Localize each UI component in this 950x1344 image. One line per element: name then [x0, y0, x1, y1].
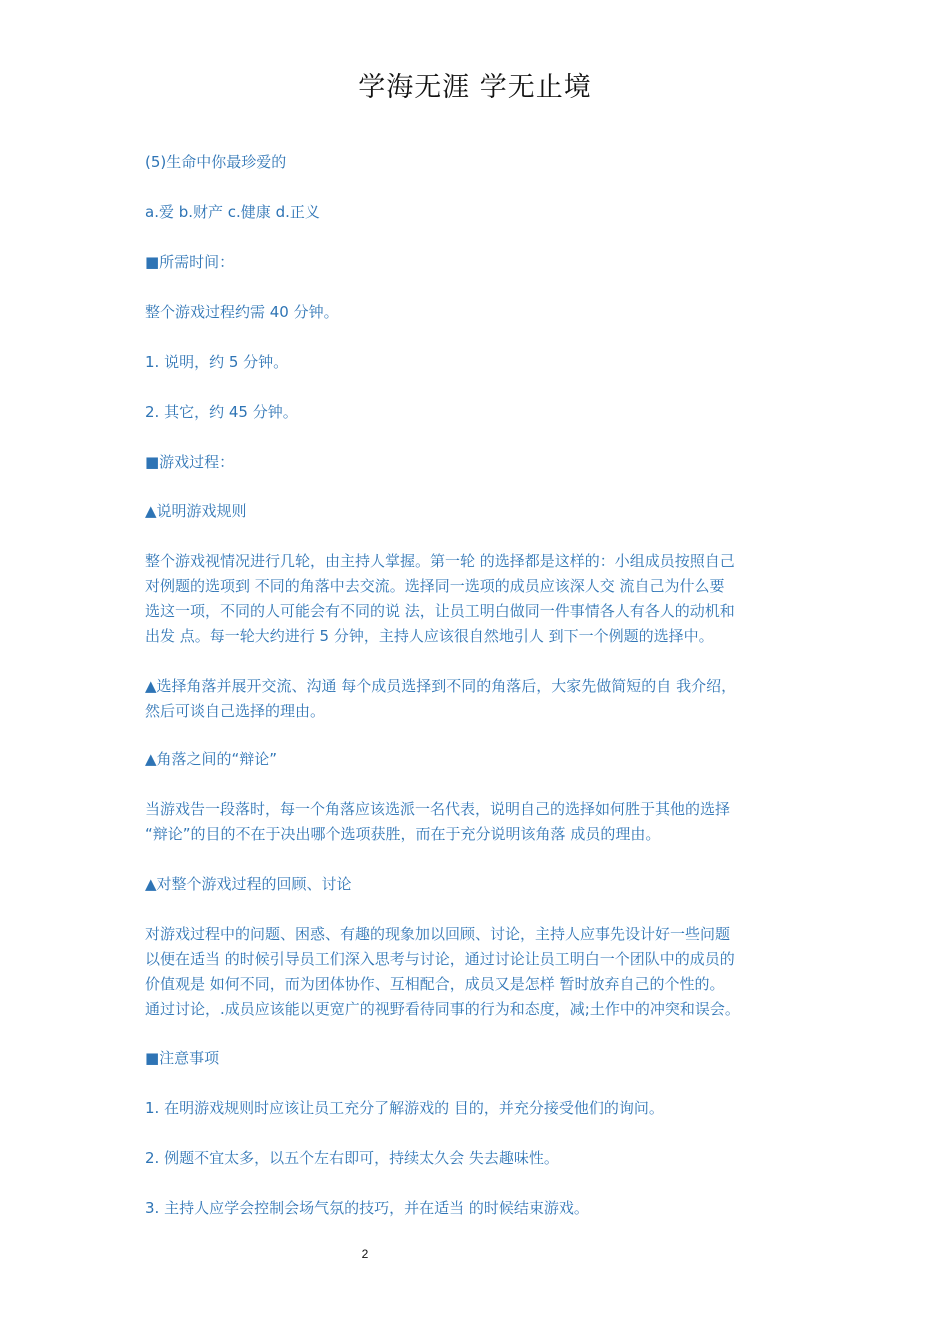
rules-heading: ▲说明游戏规则: [145, 502, 247, 520]
paragraph-line: “辩论”的目的不在于决出哪个选项获胜，而在于充分说明该角落 成员的理由。: [145, 825, 661, 843]
notes-heading: ■注意事项: [145, 1049, 220, 1067]
question-5-options: a.爱 b.财产 c.健康 d.正义: [145, 203, 320, 221]
page-header-title: 学海无涯 学无止境: [358, 72, 592, 103]
note-2: 2. 例题不宜太多，以五个左右即可，持续太久会 失去趣味性。: [145, 1149, 559, 1167]
time-heading: ■所需时间：: [145, 253, 235, 271]
paragraph-line: 对游戏过程中的问题、困惑、有趣的现象加以回顾、讨论，主持人应事先设计好一些问题: [145, 925, 731, 943]
time-total: 整个游戏过程约需 40 分钟。: [145, 303, 339, 321]
time-item-1: 1. 说明，约 5 分钟。: [145, 353, 289, 371]
note-3: 3. 主持人应学会控制会场气氛的技巧，并在适当 的时候结束游戏。: [145, 1199, 589, 1217]
time-item-2: 2. 其它，约 45 分钟。: [145, 403, 298, 421]
page-number: 2: [361, 1247, 369, 1261]
paragraph-line: 价值观是 如何不同，而为团体协作、互相配合，成员又是怎样 暂时放弃自己的个性的。: [145, 975, 725, 993]
paragraph-line: 然后可谈自己选择的理由。: [145, 702, 326, 720]
paragraph-line: ▲选择角落并展开交流、沟通 每个成员选择到不同的角落后，大家先做简短的自 我介绍，: [145, 677, 737, 695]
question-5: (5)生命中你最珍爱的: [145, 153, 287, 171]
paragraph-line: 选这一项，不同的人可能会有不同的说 法，让员工明白做同一件事情各人有各人的动机和: [145, 602, 735, 620]
paragraph-line: 以便在适当 的时候引导员工们深入思考与讨论，通过讨论让员工明白一个团队中的成员的: [145, 950, 735, 968]
process-heading: ■游戏过程：: [145, 453, 235, 471]
note-1: 1. 在明游戏规则时应该让员工充分了解游戏的 目的，并充分接受他们的询问。: [145, 1099, 664, 1117]
paragraph-line: 通过讨论，.成员应该能以更宽广的视野看待同事的行为和态度，减;土作中的冲突和误会。: [145, 1000, 740, 1018]
debate-heading: ▲角落之间的“辩论”: [145, 750, 278, 768]
paragraph-line: 出发 点。每一轮大约进行 5 分钟，主持人应该很自然地引人 到下一个例题的选择中。: [145, 627, 714, 645]
debate-paragraph: [145, 797, 815, 847]
rules-paragraph: [145, 549, 815, 649]
paragraph-line: 当游戏告一段落时，每一个角落应该选派一名代表，说明自己的选择如何胜于其他的选择: [145, 800, 731, 818]
review-heading: ▲对整个游戏过程的回顾、讨论: [145, 875, 352, 893]
paragraph-line: 整个游戏视情况进行几轮，由主持人掌握。第一轮 的选择都是这样的：小组成员按照自己: [145, 552, 735, 570]
review-paragraph: [145, 922, 815, 1022]
paragraph-line: 对例题的选项到 不同的角落中去交流。选择同一选项的成员应该深人交 流自己为什么要: [145, 577, 725, 595]
corner-paragraph: [145, 674, 815, 724]
